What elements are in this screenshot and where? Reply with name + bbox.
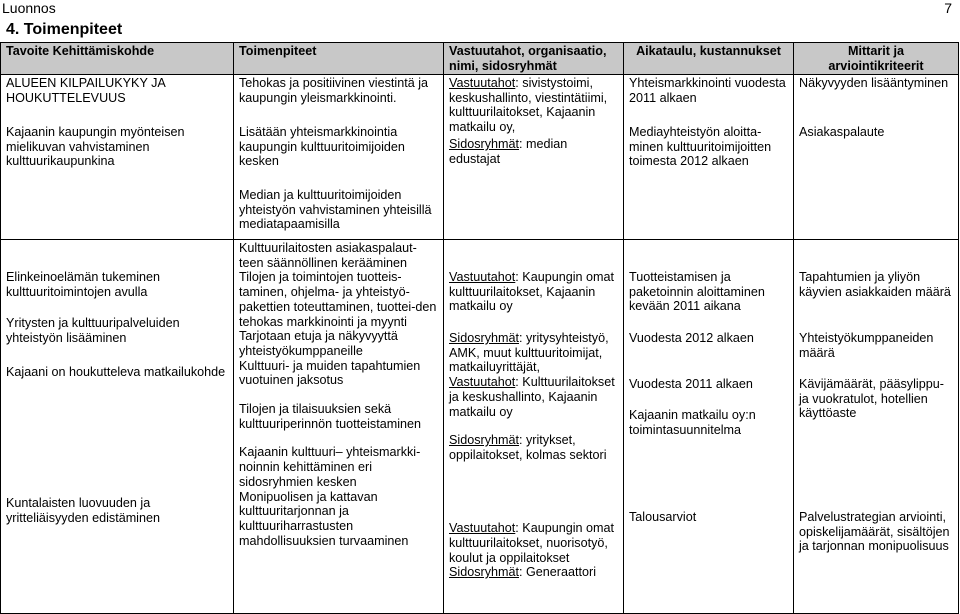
responsible-text: : Kulttuurilaitokset ja keskushallinto, Kajaanin matkailu oy (449, 375, 615, 419)
stakeholders (449, 433, 618, 521)
col-header-vastuutahot: Vastuutahot, organisaatio, nimi, sidosryhmät (444, 43, 624, 75)
metric-item: Palvelustrategian arviointi, opiskelijamäärät, sisältöjen ja tarjonnan monipuolisuus (799, 510, 950, 554)
action-item: Tehokas ja positiivinen viestintä ja kaupungin yleismarkkinointi. (239, 76, 429, 105)
action-item: Tilojen ja tilaisuuksien sekä kulttuuriperinnön tuotteistaminen (239, 402, 422, 431)
cell-aikataulu (624, 240, 794, 614)
action-plan-table (0, 42, 959, 614)
table-header-row (1, 43, 959, 75)
action-item: Tarjotaan etuja ja näkyvyyttä yhteistyökumppaneille (239, 329, 398, 358)
schedule-item: Vuodesta 2011 alkaen (629, 377, 753, 391)
responsible-parties (449, 521, 618, 565)
action-item: Kulttuuri- ja muiden tapahtumien vuotuinen jaksotus (239, 358, 421, 388)
action-item: Kulttuurilaitosten asiakaspalaut-teen säännöllinen kerääminen (239, 241, 417, 270)
cell-toimenpiteet (234, 240, 444, 614)
goal-text: Yritysten ja kulttuuripalveluiden yhteistyön lisääminen (6, 316, 180, 345)
goal-heading: ALUEEN KILPAILUKYKY JA HOUKUTTELEVUUS (6, 76, 166, 105)
metric-item: Asiakaspalaute (799, 125, 885, 139)
metric-item: Näkyvyyden lisääntyminen (799, 76, 949, 90)
label-sidosryhmat: Sidosryhmät (449, 433, 519, 448)
cell-mittarit (794, 75, 959, 240)
col-header-toimenpiteet: Toimenpiteet (234, 43, 444, 75)
stakeholders (449, 331, 618, 375)
cell-toimenpiteet (234, 75, 444, 240)
label-sidosryhmat: Sidosryhmät (449, 137, 519, 151)
schedule-item: Mediayhteistyön aloitta-minen kulttuuritoimijoitten toimesta 2012 alkaen (629, 125, 772, 169)
col-header-tavoite: Tavoite Kehittämiskohde (1, 43, 234, 75)
goal-text: Kajaani on houkutteleva matkailukohde (6, 365, 226, 379)
stakeholders-text: : yritysyhteistyö, AMK, muut kulttuuritoimijat, matkailuyrittäjät, (449, 331, 609, 375)
action-item: Kajaanin kulttuuri– yhteismarkki-noinnin kehittäminen eri sidosryhmien kesken (239, 445, 421, 489)
goal-text: Kajaanin kaupungin myönteisen mielikuvan vahvistaminen kulttuurikaupunkina (6, 125, 185, 169)
cell-tavoite (1, 75, 234, 240)
col-header-mittarit: Mittarit ja arviointikriteerit (794, 43, 959, 75)
responsible-text: : Kaupungin omat kulttuurilaitokset, nuorisotyö, koulut ja oppilaitokset (449, 521, 615, 565)
responsible-parties (449, 375, 618, 433)
table-row (1, 75, 959, 240)
cell-aikataulu (624, 75, 794, 240)
document-header: Luonnos (2, 0, 56, 16)
section-title: 4. Toimenpiteet (6, 21, 123, 38)
cell-mittarit (794, 240, 959, 614)
label-sidosryhmat: Sidosryhmät (449, 565, 519, 580)
action-item: Tilojen ja toimintojen tuotteis-taminen, ohjelma- ja yhteistyö-pakettien toteuttaminen, tuottei-den tehokas markkinointi ja myynti (239, 270, 437, 329)
responsible-parties (449, 270, 618, 331)
responsible-parties (449, 76, 618, 137)
cell-vastuutahot (444, 75, 624, 240)
label-vastuutahot: Vastuutahot (449, 270, 516, 284)
schedule-item: Vuodesta 2012 alkaen (629, 331, 754, 345)
label-vastuutahot: Vastuutahot (449, 76, 516, 90)
metric-item: Kävijämäärät, pääsylippu- ja vuokratulot, hotellien käyttöaste (799, 377, 944, 421)
metric-item: Yhteistyökumppaneiden määrä (799, 331, 934, 360)
schedule-item: Kajaanin matkailu oy:n toimintasuunnitelma (629, 408, 756, 437)
stakeholders (449, 565, 618, 580)
page-number: 7 (944, 0, 952, 16)
schedule-item: Tuotteistamisen ja paketoinnin aloittaminen kevään 2011 aikana (629, 270, 765, 314)
action-item: Lisätään yhteismarkkinointia kaupungin kulttuuritoimijoiden kesken (239, 125, 405, 169)
action-item: Median ja kulttuuritoimijoiden yhteistyön vahvistaminen yhteisillä mediatapaamisilla (239, 188, 432, 232)
cell-tavoite (1, 240, 234, 614)
label-vastuutahot: Vastuutahot (449, 375, 516, 390)
schedule-item: Talousarviot (629, 510, 697, 524)
goal-text: Elinkeinoelämän tukeminen kulttuuritoimintojen avulla (6, 270, 161, 299)
label-vastuutahot: Vastuutahot (449, 521, 516, 536)
table-row (1, 240, 959, 614)
cell-vastuutahot (444, 240, 624, 614)
metric-item: Tapahtumien ja yliyön käyvien asiakkaiden määrä (799, 270, 951, 299)
stakeholders-text: : Generaattori (519, 565, 597, 580)
label-sidosryhmat: Sidosryhmät (449, 331, 519, 345)
stakeholders-text: : median edustajat (449, 137, 568, 166)
stakeholders-text: : yritykset, oppilaitokset, kolmas sektori (449, 433, 607, 462)
responsible-text: : sivistystoimi, keskushallinto, viestintätiimi, kulttuurilaitokset, Kajaanin matkailu oy, (449, 76, 608, 135)
responsible-text: : Kaupungin omat kulttuurilaitokset, Kajaanin matkailu oy (449, 270, 615, 314)
action-item: Monipuolisen ja kattavan kulttuuritarjonnan ja kulttuuriharrastusten mahdollisuuksien turvaaminen (239, 489, 409, 548)
stakeholders (449, 137, 618, 166)
col-header-aikataulu: Aikataulu, kustannukset (624, 43, 794, 75)
schedule-item: Yhteismarkkinointi vuodesta 2011 alkaen (629, 76, 786, 105)
goal-text: Kuntalaisten luovuuden ja yritteliäisyyden edistäminen (6, 496, 160, 525)
